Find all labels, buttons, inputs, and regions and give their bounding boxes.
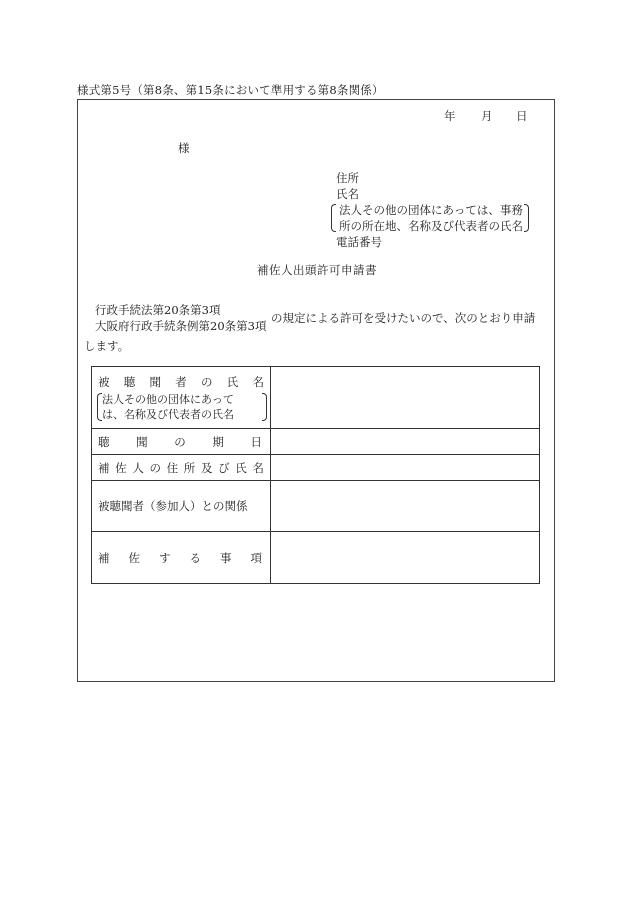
hearing-date-label <box>92 429 271 455</box>
label-char: す <box>159 550 171 565</box>
applicant-phone-label: 電話番号 <box>336 235 382 249</box>
label-char: 補 <box>98 550 110 565</box>
label-char: 所 <box>183 460 196 475</box>
label-char: 聴 <box>123 374 136 389</box>
form-number-label: 様式第5号（第8条、第15条において準用する第8条関係） <box>77 83 384 97</box>
respondent-note-line2: は、名称及び代表者の氏名 <box>102 407 234 421</box>
label-char: る <box>189 550 201 565</box>
assistant-address-name-label <box>92 455 271 481</box>
label-char: 被 <box>98 374 110 389</box>
request-text-line2: します。 <box>84 339 130 353</box>
label-char: の <box>149 460 161 475</box>
respondent-note-line1: 法人その他の団体にあって <box>102 392 234 406</box>
date-day-label: 日 <box>516 109 528 123</box>
label-char: 項 <box>250 550 262 565</box>
assistant-address-name-field[interactable] <box>271 455 540 481</box>
label-char: 名 <box>252 460 264 475</box>
label-char: 氏 <box>235 460 247 475</box>
label-char: 聞 <box>149 374 161 389</box>
table-row <box>92 455 540 481</box>
label-char: び <box>218 460 230 475</box>
table-row <box>92 429 540 455</box>
label-char: 氏 <box>226 374 239 389</box>
label-char: 補 <box>98 460 110 475</box>
law-reference-2: 大阪府行政手続条例第20条第3項 <box>95 319 267 333</box>
label-char: 聴 <box>98 434 110 449</box>
label-char: 住 <box>166 460 179 475</box>
label-char: 者 <box>175 374 187 389</box>
label-char: 期 <box>212 434 224 449</box>
hearing-date-field[interactable] <box>271 429 540 455</box>
assistance-matters-label <box>92 532 271 584</box>
document-title: 補佐人出頭許可申請書 <box>257 263 377 277</box>
applicant-address-label: 住所 <box>336 171 359 185</box>
applicant-block <box>336 170 523 250</box>
addressee-suffix: 様 <box>178 141 190 155</box>
relationship-field[interactable] <box>271 481 540 532</box>
label-char: 人 <box>132 460 144 475</box>
label-char: 聞 <box>136 434 148 449</box>
law-reference-1: 行政手続法第20条第3項 <box>95 303 221 317</box>
table-row <box>92 481 540 532</box>
date-month-label: 月 <box>481 109 493 123</box>
table-row <box>92 367 540 429</box>
respondent-name-label <box>92 367 271 429</box>
applicant-name-label: 氏名 <box>336 187 359 201</box>
label-char: 事 <box>220 550 232 565</box>
application-table <box>91 366 540 584</box>
label-char: の <box>201 374 213 389</box>
relationship-label: 被聴聞者（参加人）との関係 <box>92 481 271 532</box>
label-char: の <box>174 434 186 449</box>
applicant-note <box>336 202 523 234</box>
date-year-label: 年 <box>444 109 456 123</box>
table-row <box>92 532 540 584</box>
applicant-note-line1: 法人その他の団体にあっては、事務 <box>339 203 523 217</box>
respondent-name-field[interactable] <box>271 367 540 429</box>
label-char: 名 <box>252 374 264 389</box>
label-char: 佐 <box>128 550 140 565</box>
respondent-name-heading <box>98 374 264 390</box>
label-char: 及 <box>200 460 213 475</box>
label-char: 佐 <box>115 460 127 475</box>
label-char: 日 <box>250 434 262 449</box>
respondent-name-note <box>102 392 264 422</box>
assistance-matters-field[interactable] <box>271 532 540 584</box>
applicant-note-line2: 所の所在地、名称及び代表者の氏名 <box>339 219 523 233</box>
request-text-line1: の規定による許可を受けたいので、次のとおり申請 <box>271 311 536 325</box>
